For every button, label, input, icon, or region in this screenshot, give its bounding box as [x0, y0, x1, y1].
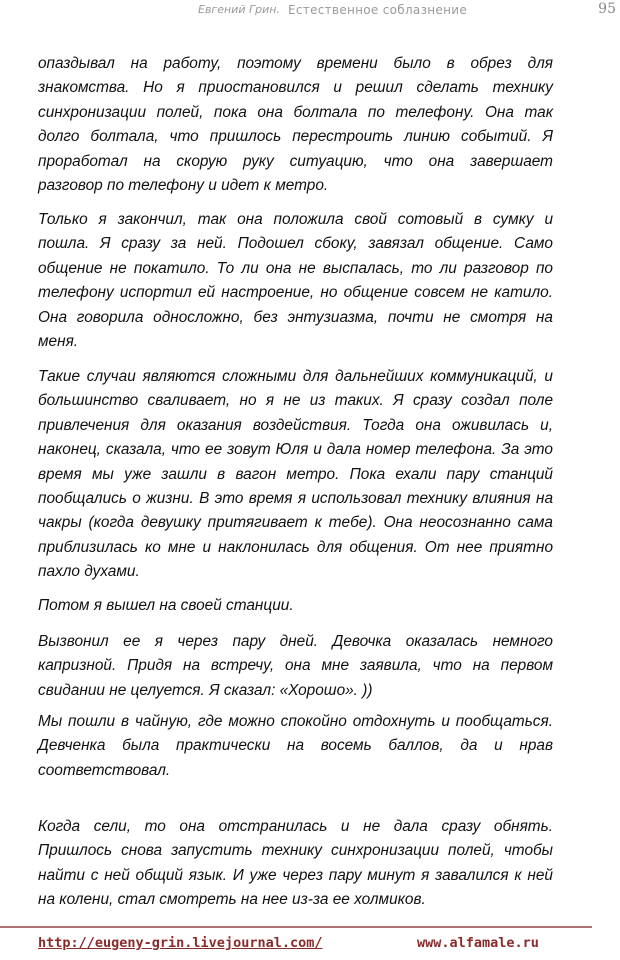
text-line: синхронизации полей, пока она болтала по телефону. Она так — [38, 103, 553, 121]
text-line: телефону испортил ей настроение, но общение совсем не катило. — [38, 284, 553, 302]
text-line: пахло духами. — [38, 563, 140, 581]
paragraph — [38, 630, 553, 703]
text-line: Она говорила односложно, без энтузиазма, почти не смотря на — [38, 308, 553, 326]
header-book-title: Естественное соблазнение — [288, 3, 468, 17]
text-line: Мы пошли в чайную, где можно спокойно отдохнуть и пообщаться. — [38, 713, 553, 730]
text-line: опаздывал на работу, поэтому времени было в обрез для — [38, 55, 553, 72]
text-line: проработал на скорую руку ситуацию, что она завершает — [38, 152, 553, 170]
text-line: разговор по телефону и идет к метро. — [38, 176, 329, 194]
text-line: Только я закончил, так она положила свой сотовый в сумку и — [38, 211, 553, 228]
text-line: привлечения для оказания воздействия. Тогда она оживилась и, — [38, 416, 553, 434]
header-author: Евгений Грин. — [198, 3, 280, 16]
text-line: пошла. Я сразу за ней. Подошел сбоку, завязал общение. Само — [38, 235, 553, 253]
text-line: приблизилась ко мне и наклонилась для общения. От нее приятно — [38, 538, 553, 556]
text-line: найти с ней общий язык. И уже через пару минут я завалился к ней — [38, 866, 553, 884]
text-line: знакомства. Но я приостановился и решил сделать технику — [38, 79, 553, 97]
paragraph — [38, 208, 553, 354]
text-line: большинство сваливает, но я не из таких. Я сразу создал поле — [38, 392, 553, 410]
livejournal-link[interactable]: http://eugeny-grin.livejournal.com/ — [38, 935, 323, 951]
paragraph — [38, 365, 553, 585]
text-line: Пришлось снова запустить технику синхронизации полей, чтобы — [38, 842, 553, 860]
paragraph — [38, 594, 553, 618]
text-line: соответствовал. — [38, 761, 171, 779]
text-line: наконец, сказала, что ее зовут Юля и дала номер телефона. За это — [38, 441, 553, 459]
text-line: долго болтала, что пришлось перестроить линию событий. Я — [38, 128, 553, 146]
text-line: чакры (когда девушку притягивает к тебе). Она неосознанно сама — [38, 514, 553, 532]
text-line: Когда сели, то она отстранилась и не дала сразу обнять. — [38, 818, 553, 835]
text-line: общение не покатило. То ли она не выспалась, то ли разговор по — [38, 259, 553, 277]
text-line: время мы уже зашли в вагон метро. Пока ехали пару станций — [38, 465, 553, 483]
text-line: капризной. Придя на встречу, она мне заявила, что на первом — [38, 657, 553, 675]
text-line: на колени, стал смотреть на нее из-за ее холмиков. — [38, 891, 426, 909]
text-line: свидании не целуется. Я сказал: «Хорошо». )) — [38, 681, 373, 699]
paragraph — [38, 710, 553, 783]
text-line: меня. — [38, 332, 79, 350]
text-line: Вызвонил ее я через пару дней. Девочка оказалась немного — [38, 633, 553, 650]
text-line: пообщались о жизни. В это время я использовал технику влияния на — [38, 489, 553, 507]
page-number: 95 — [598, 1, 616, 17]
paragraph — [38, 815, 553, 913]
text-line: Девченка была практически на восемь баллов, да и нрав — [38, 737, 553, 755]
alfamale-link[interactable]: www.alfamale.ru — [417, 935, 539, 951]
paragraph — [38, 52, 553, 198]
text-line: Потом я вышел на своей станции. — [38, 597, 294, 614]
footer-divider — [0, 926, 592, 928]
text-line: Такие случаи являются сложными для дальнейших коммуникаций, и — [38, 368, 553, 385]
